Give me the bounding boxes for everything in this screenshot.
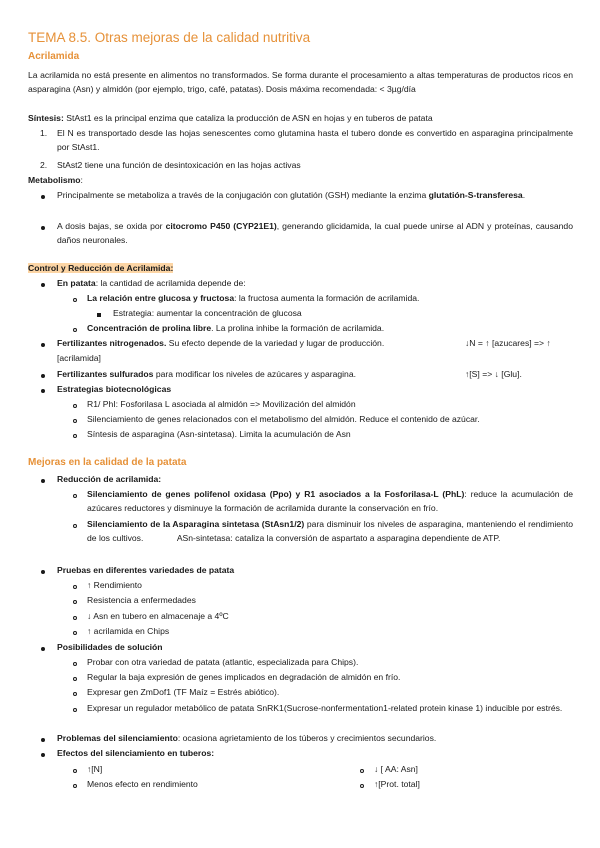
sub-bullet-icon [73, 579, 77, 593]
sub-bullet-icon [360, 778, 364, 792]
silenciamiento-asn: Silenciamiento de la Asparagina sintetasa (StAsn1/2) para disminuir los niveles de asparagina, manteniendo el rendimiento de los cultivos. ASn-sintetasa: cataliza la conversión de aspartato a asparagina dependiente de ATP. [87, 519, 574, 544]
control-item-fert-s: Fertilizantes sulfurados para modificar los niveles de azúcares y asparagina. [57, 369, 357, 379]
metabolism-item: A dosis bajas, se oxida por citocromo P450 (CYP21E1), generando glicidamida, la cual puede unirse al ADN y proteínas, causando daños neuronales. [57, 221, 573, 246]
sub-bullet-icon [73, 778, 77, 792]
posibilidad-item: Probar con otra variedad de patata (atlantic, especializada para Chips). [87, 657, 359, 667]
sub-bullet-icon [73, 398, 77, 412]
efecto-item: ↑[Prot. total] [374, 779, 420, 789]
control-subitem: Concentración de prolina libre. La prolina inhibe la formación de acrilamida. [87, 323, 385, 333]
biotec-item: R1/ PhI: Fosforilasa L asociada al almidón => Movilización del almidón [87, 399, 356, 409]
sub-bullet-icon [73, 322, 77, 336]
sub-bullet-icon [73, 594, 77, 608]
bullet-icon [41, 368, 45, 382]
sub-bullet-icon [73, 671, 77, 685]
efecto-item: ↑[N] [87, 764, 103, 774]
bullet-icon [41, 732, 45, 746]
bullet-icon [41, 337, 45, 351]
sub-bullet-icon [73, 625, 77, 639]
sintesis-line [28, 111, 433, 125]
metabolismo-label: Metabolismo [28, 175, 81, 185]
intro-paragraph: La acrilamida no está presente en alimentos no transformados. Se forma durante el procesamiento a altas temperaturas de productos ricos en asparagina (Asn) y almidón (por ejemplo, trigo, café, patatas). Dosis máxima recomendada: < 3µg/día [28, 70, 573, 95]
mejoras-item-efectos: Efectos del silenciamiento en tuberos: [57, 748, 215, 758]
mejoras-item-pruebas: Pruebas en diferentes variedades de patata [57, 565, 235, 575]
sub-bullet-icon [73, 656, 77, 670]
sub-bullet-icon [360, 763, 364, 777]
fert-n-relation: ↓N = ↑ [azucares] => ↑ [465, 338, 551, 348]
silenciamiento-ppo: Silenciamiento de genes polifenol oxidasa (Ppo) y R1 asociados a la Fosforilasa-L (PhL): reduce la acumulación de azúcares reductores y disminuye la formación de acrilamida durante la conservación en frío. [87, 489, 573, 514]
control-subitem: La relación entre glucosa y fructosa: la fructosa aumenta la formación de acrilamida. [87, 293, 420, 303]
posibilidad-item: Regular la baja expresión de genes implicados en degradación de almidón en frío. [87, 672, 401, 682]
bullet-icon [41, 747, 45, 761]
bullet-icon [41, 189, 45, 203]
sub-bullet-icon [73, 488, 77, 502]
sintesis-label: Síntesis: [28, 113, 64, 123]
step-text: El N es transportado desde las hojas senescentes como glutamina hasta el tubero donde es convertido en asparagina principalmente por StAst1. [57, 128, 573, 153]
bullet-icon [41, 277, 45, 291]
control-strategy: Estrategia: aumentar la concentración de glucosa [113, 308, 302, 318]
bullet-icon [41, 473, 45, 487]
bullet-icon [41, 220, 45, 234]
step-number: 1. [40, 128, 48, 138]
control-item-fert-n: Fertilizantes nitrogenados. Su efecto depende de la variedad y lugar de producción. [57, 338, 385, 348]
metabolismo-colon: : [80, 175, 83, 185]
prueba-item: ↓ Asn en tubero en almacenaje a 4ºC [87, 611, 229, 621]
step-text: StAst2 tiene una función de desintoxicación en las hojas activas [57, 160, 301, 170]
fert-s-relation: ↑[S] => ↓ [Glu]. [465, 369, 522, 379]
section-heading-mejoras: Mejoras en la calidad de la patata [28, 457, 187, 468]
sub-bullet-icon [73, 518, 77, 532]
posibilidad-item: Expresar un regulador metabólico de patata SnRK1(Sucrose-nonfermentation1-related protein kinase 1) inducible por estrés. [87, 703, 563, 713]
control-item-biotec: Estrategias biotecnológicas [57, 384, 172, 394]
sub-bullet-icon [73, 610, 77, 624]
page-title: TEMA 8.5. Otras mejoras de la calidad nutritiva [28, 30, 311, 45]
metabolism-item: Principalmente se metaboliza a través de la conjugación con glutatión (GSH) mediante la enzima glutatión-S-transferesa. [57, 190, 526, 200]
sub-bullet-icon [73, 763, 77, 777]
sub-bullet-icon [73, 413, 77, 427]
biotec-item: Silenciamiento de genes relacionados con el metabolismo del almidón. Reduce el contenido de azúcar. [87, 414, 480, 424]
sintesis-text: StAst1 es la principal enzima que cataliza la producción de ASN en hojas y en tuberos de patata [63, 113, 433, 123]
prueba-item: ↑ Rendimiento [87, 580, 142, 590]
sub-bullet-icon [73, 292, 77, 306]
mejoras-item-reduccion: Reducción de acrilamida: [57, 474, 162, 484]
section-heading-acrilamida: Acrilamida [28, 51, 80, 62]
biotec-item: Síntesis de asparagina (Asn-sintetasa). Limita la acumulación de Asn [87, 429, 351, 439]
efecto-item: ↓ [ AA: Asn] [374, 764, 418, 774]
sub-bullet-icon [73, 702, 77, 716]
efecto-item: Menos efecto en rendimiento [87, 779, 198, 789]
mejoras-item-posibilidades: Posibilidades de solución [57, 642, 163, 652]
section-heading-control: Control y Reducción de Acrilamida: [28, 263, 174, 273]
posibilidad-item: Expresar gen ZmDof1 (TF Maíz = Estrés abiótico). [87, 687, 280, 697]
metabolismo-line [28, 173, 83, 187]
mejoras-item-problemas: Problemas del silenciamiento: ocasiona agrietamiento de los túberos y crecimientos secundarios. [57, 733, 437, 743]
sub-bullet-icon [73, 686, 77, 700]
prueba-item: ↑ acrilamida en Chips [87, 626, 170, 636]
fert-n-relation-cont: [acrilamida] [57, 353, 101, 363]
bullet-icon [41, 383, 45, 397]
bullet-icon [41, 641, 45, 655]
sub-bullet-icon [73, 428, 77, 442]
step-number: 2. [40, 160, 48, 170]
square-bullet-icon [97, 307, 101, 321]
control-item-patata: En patata: la cantidad de acrilamida depende de: [57, 278, 246, 288]
bullet-icon [41, 564, 45, 578]
prueba-item: Resistencia a enfermedades [87, 595, 196, 605]
